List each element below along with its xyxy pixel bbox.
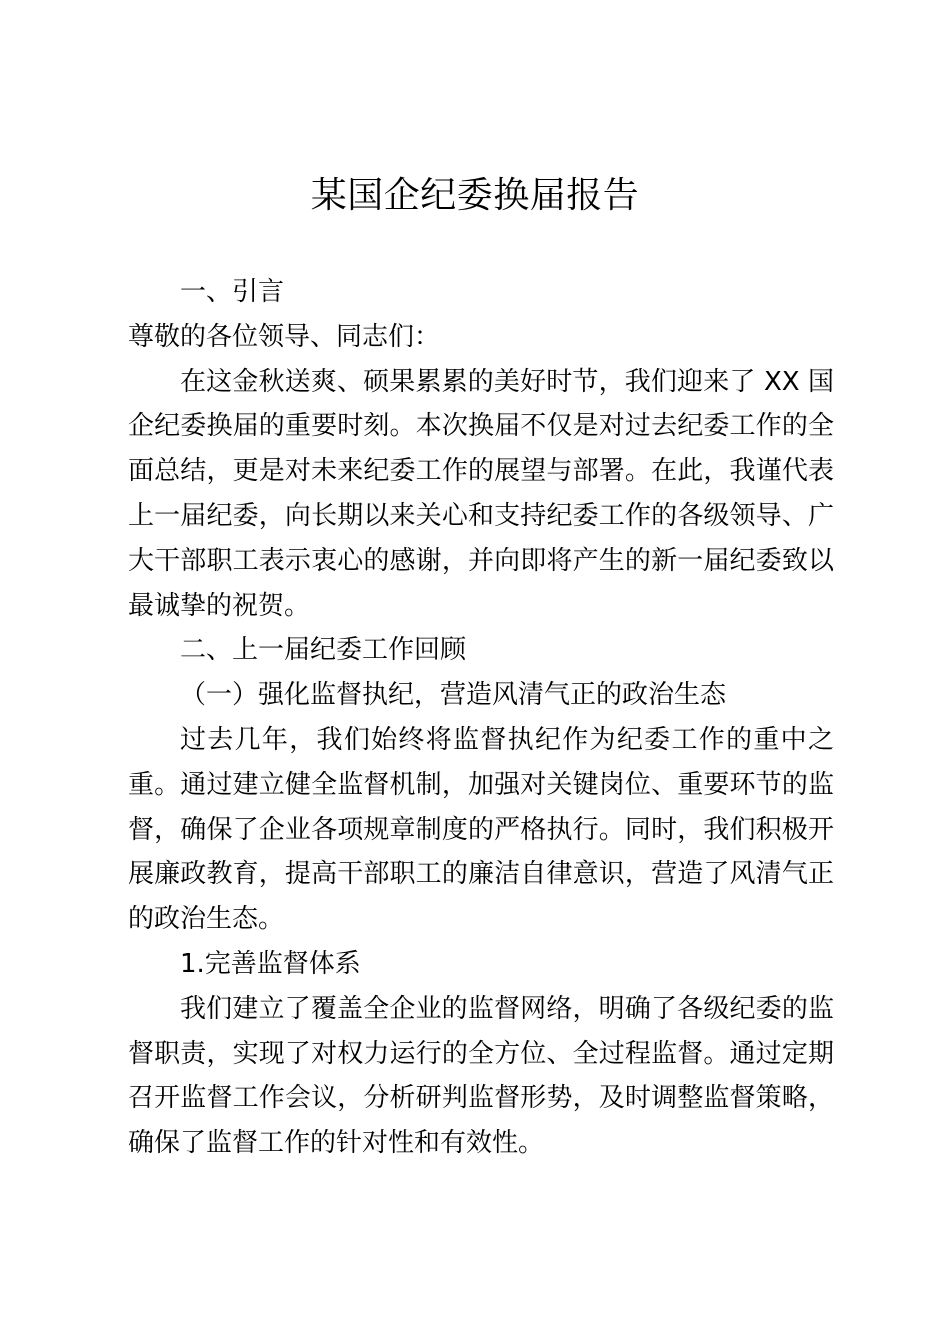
document-title: 某国企纪委换届报告 — [310, 175, 640, 216]
paragraph-system: 我们建立了覆盖全企业的监督网络，明确了各级纪委的监督职责，实现了对权力运行的全方位、全过程监督。通过定期召开监督工作会议，分析研判监督形势，及时调整监督策略，确保了监督工作的针对性和有效性。 — [128, 993, 834, 1159]
salutation: 尊敬的各位领导、同志们： — [128, 321, 441, 352]
section-heading-review: 二、上一届纪委工作回顾 — [180, 635, 467, 666]
section-heading-introduction: 一、引言 — [180, 277, 285, 307]
paragraph-supervision: 过去几年，我们始终将监督执纪作为纪委工作的重中之重。通过建立健全监督机制，加强对关键岗位、重要环节的监督，确保了企业各项规章制度的严格执行。同时，我们积极开展廉政教育，提高干部职工的廉洁自律意识，营造了风清气正的政治生态。 — [128, 724, 834, 935]
document-body — [128, 270, 834, 1166]
paragraph-opening: 在这金秋送爽、硕果累累的美好时节，我们迎来了 XX 国企纪委换届的重要时刻。本次换届不仅是对过去纪委工作的全面总结，更是对未来纪委工作的展望与部署。在此，我谨代表上一届纪委，向长期以来关心和支持纪委工作的各级领导、广大干部职工表示衷心的感谢，并向即将产生的新一届纪委致以最诚挚的祝贺。 — [128, 366, 834, 621]
subsection-heading-supervision: （一）强化监督执纪，营造风清气正的政治生态 — [180, 680, 727, 711]
item-heading-system: 1.完善监督体系 — [180, 948, 361, 979]
